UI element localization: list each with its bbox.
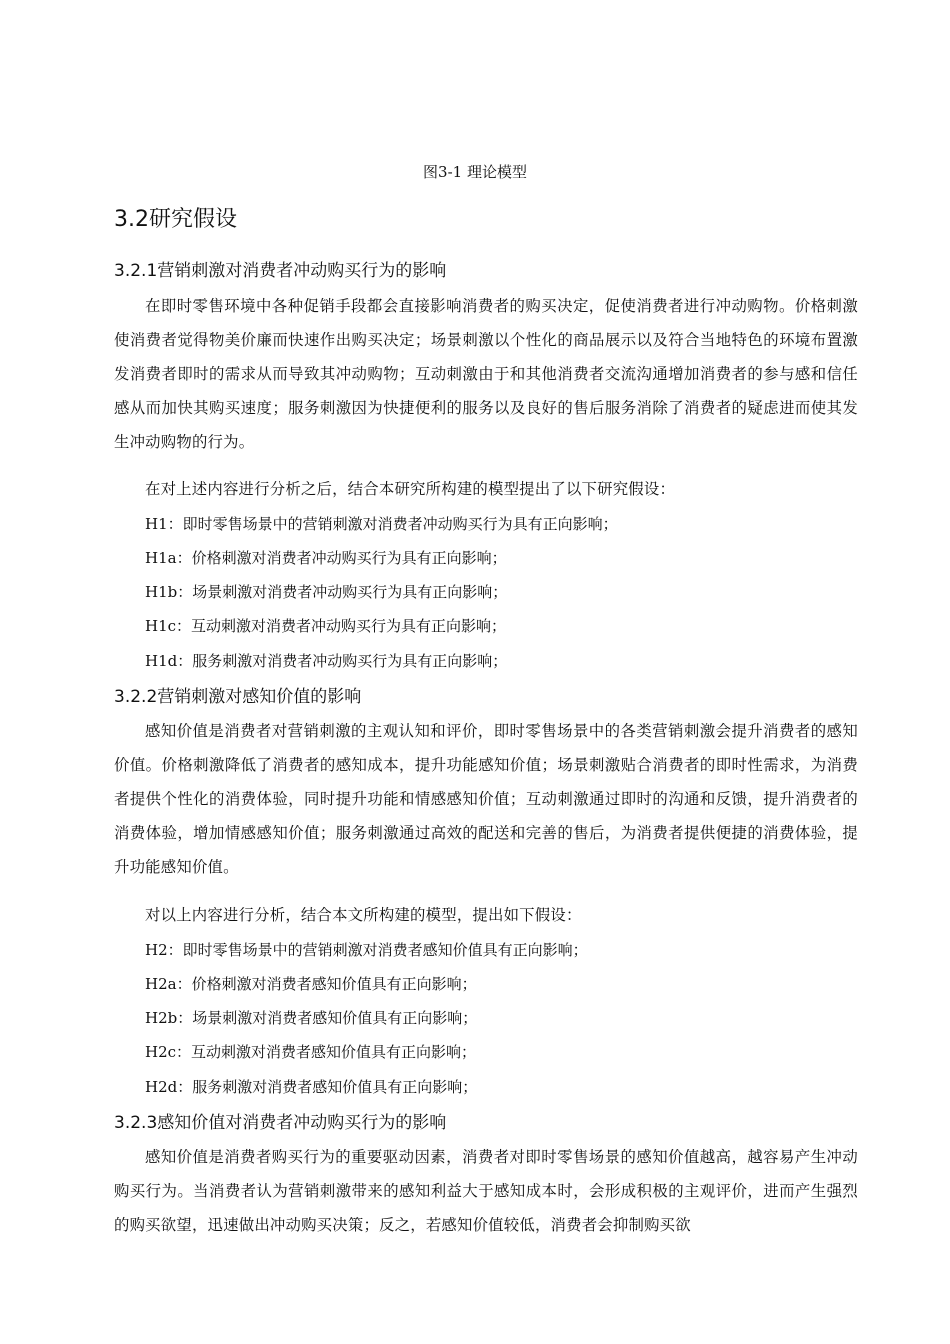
hypothesis-line: H2d：服务刺激对消费者感知价值具有正向影响；: [145, 1078, 478, 1096]
hypothesis-line: H2b：场景刺激对消费者感知价值具有正向影响；: [145, 1009, 478, 1027]
subsection-heading: 3.2.2营销刺激对感知价值的影响: [114, 687, 362, 707]
hypothesis-line: H1：即时零售场景中的营销刺激对消费者冲动购买行为具有正向影响；: [145, 515, 618, 533]
hypothesis-line: H1a：价格刺激对消费者冲动购买行为具有正向影响；: [145, 549, 507, 567]
subsection-heading: 3.2.3感知价值对消费者冲动购买行为的影响: [114, 1113, 447, 1133]
figure-caption: 图3-1 理论模型: [423, 163, 527, 181]
body-paragraph: 在即时零售环境中各种促销手段都会直接影响消费者的购买决定，促使消费者进行冲动购物。价格刺激使消费者觉得物美价廉而快速作出购买决定；场景刺激以个性化的商品展示以及符合当地特色的环境布置激发消费者即时的需求从而导致其冲动购物；互动刺激由于和其他消费者交流沟通增加消费者的参与感和信任感从而加快其购买速度；服务刺激因为快捷便利的服务以及良好的售后服务消除了消费者的疑虑进而使其发生冲动购物的行为。: [114, 297, 858, 451]
hypothesis-line: H1d：服务刺激对消费者冲动购买行为具有正向影响；: [145, 652, 508, 670]
hypothesis-line: H2a：价格刺激对消费者感知价值具有正向影响；: [145, 975, 477, 993]
body-paragraph: 在对上述内容进行分析之后，结合本研究所构建的模型提出了以下研究假设：: [145, 480, 676, 498]
body-paragraph: 对以上内容进行分析，结合本文所构建的模型，提出如下假设：: [145, 906, 582, 924]
subsection-heading: 3.2.1营销刺激对消费者冲动购买行为的影响: [114, 261, 447, 281]
hypothesis-line: H2：即时零售场景中的营销刺激对消费者感知价值具有正向影响；: [145, 941, 588, 959]
hypothesis-line: H1c：互动刺激对消费者冲动购买行为具有正向影响；: [145, 617, 507, 635]
body-paragraph: 感知价值是消费者对营销刺激的主观认知和评价，即时零售场景中的各类营销刺激会提升消费者的感知价值。价格刺激降低了消费者的感知成本，提升功能感知价值；场景刺激贴合消费者的即时性需求，为消费者提供个性化的消费体验，同时提升功能和情感感知价值；互动刺激通过即时的沟通和反馈，提升消费者的消费体验，增加情感感知价值；服务刺激通过高效的配送和完善的售后，为消费者提供便捷的消费体验，提升功能感知价值。: [114, 722, 858, 876]
hypothesis-line: H2c：互动刺激对消费者感知价值具有正向影响；: [145, 1043, 477, 1061]
hypothesis-line: H1b：场景刺激对消费者冲动购买行为具有正向影响；: [145, 583, 508, 601]
section-heading: 3.2研究假设: [114, 207, 237, 232]
body-paragraph: 感知价值是消费者购买行为的重要驱动因素，消费者对即时零售场景的感知价值越高，越容易产生冲动购买行为。当消费者认为营销刺激带来的感知利益大于感知成本时，会形成积极的主观评价，进而产生强烈的购买欲望，迅速做出冲动购买决策；反之，若感知价值较低，消费者会抑制购买欲: [114, 1148, 858, 1234]
